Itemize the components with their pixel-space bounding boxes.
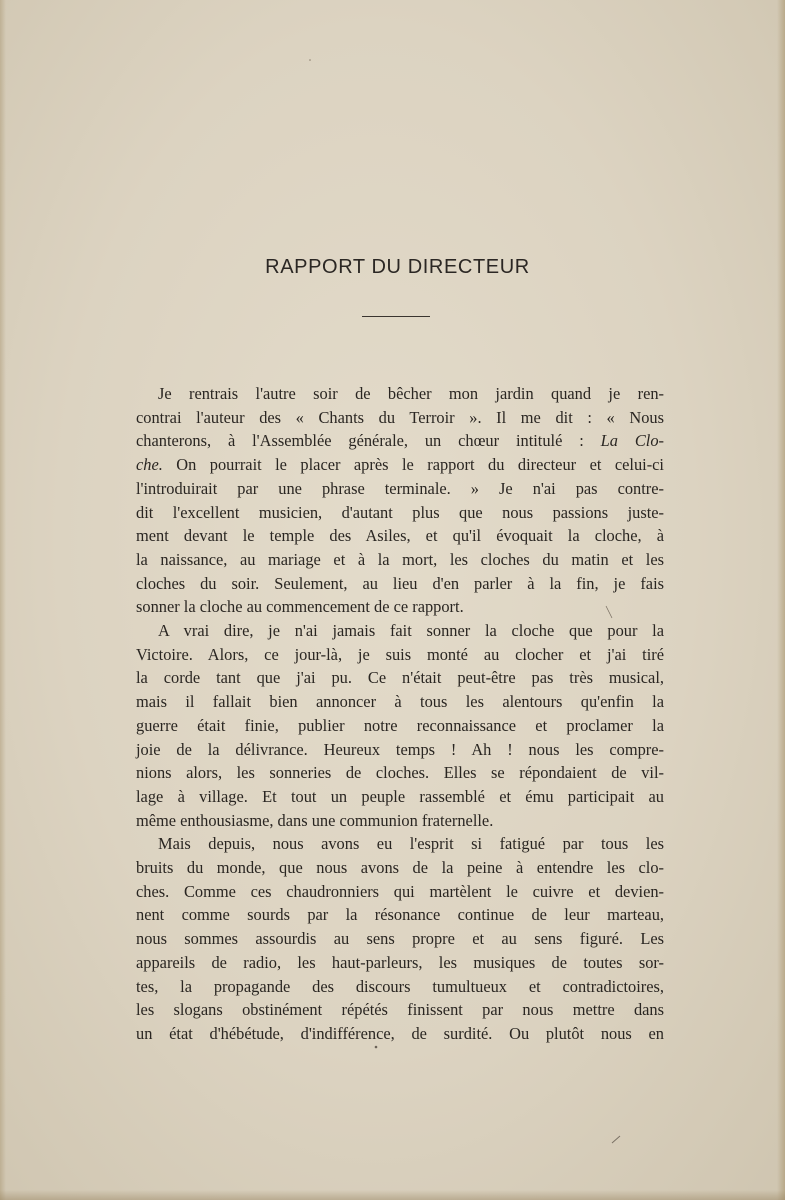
text-line: chanterons, à l'Assemblée générale, un chœur intitulé : La Clo- xyxy=(136,431,664,451)
text-line: dit l'excellent musicien, d'autant plus que nous passions juste- xyxy=(136,502,664,522)
chorus-title: che. xyxy=(136,455,163,475)
text-line: bruits du monde, que nous avons de la peine à entendre les clo- xyxy=(136,858,664,878)
text-line: appareils de radio, les haut-parleurs, les musiques de toutes sor- xyxy=(136,952,664,972)
paragraph-2 xyxy=(136,619,664,832)
page-edge-right xyxy=(777,0,785,1200)
text-line: la corde tant que j'ai pu. Ce n'était peut-être pas très musical, xyxy=(136,668,664,688)
text-line: même enthousiasme, dans une communion fraternelle. xyxy=(136,810,494,830)
text-line: ment devant le temple des Asiles, et qu'il évoquait la cloche, à xyxy=(136,526,664,546)
text-line: sonner la cloche au commencement de ce rapport. xyxy=(136,597,464,617)
text-line: l'introduirait par une phrase terminale. » Je n'ai pas contre- xyxy=(136,478,664,498)
page-edge-left xyxy=(0,0,6,1200)
page-title: RAPPORT DU DIRECTEUR xyxy=(265,256,530,278)
text-line: les slogans obstinément répétés finissent par nous mettre dans xyxy=(136,1000,664,1020)
text-line: nions alors, les sonneries de cloches. Elles se répondaient de vil- xyxy=(136,763,664,783)
text-line: tes, la propagande des discours tumultueux et contradictoires, xyxy=(136,976,664,996)
text-line: cloches du soir. Seulement, au lieu d'en parler à la fin, je fais xyxy=(136,573,664,593)
text-line: mais il fallait bien annoncer à tous les alentours qu'enfin la xyxy=(136,692,664,712)
text-line: che. On pourrait le placer après le rapport du directeur et celui-ci xyxy=(136,455,664,475)
title-divider xyxy=(362,316,430,317)
paragraph-3 xyxy=(136,832,664,1045)
text-line: A vrai dire, je n'ai jamais fait sonner la cloche que pour la xyxy=(158,621,664,641)
text-line: un état d'hébétude, d'indifférence, de surdité. Ou plutôt nous en xyxy=(136,1023,664,1043)
text-line: nous sommes assourdis au sens propre et au sens figuré. Les xyxy=(136,929,664,949)
text-line: guerre était finie, publier notre reconnaissance et proclamer la xyxy=(136,715,664,735)
body-text xyxy=(136,382,664,1046)
text-line: la naissance, au mariage et à la mort, les cloches du matin et les xyxy=(136,549,664,569)
text-line: Mais depuis, nous avons eu l'esprit si fatigué par tous les xyxy=(158,834,664,854)
chorus-title: La Clo- xyxy=(600,431,664,451)
text-line: ches. Comme ces chaudronniers qui martèlent le cuivre et devien- xyxy=(136,881,664,901)
text-line: Victoire. Alors, ce jour-là, je suis monté au clocher et j'ai tiré xyxy=(136,644,664,664)
text-line: nent comme sourds par la résonance continue de leur marteau, xyxy=(136,905,664,925)
text-line: lage à village. Et tout un peuple rassemblé et ému participait au xyxy=(136,786,664,806)
text-line: joie de la délivrance. Heureux temps ! Ah ! nous les compre- xyxy=(136,739,664,759)
text-line: contrai l'auteur des « Chants du Terroir ». Il me dit : « Nous xyxy=(136,407,664,427)
page-edge-bottom xyxy=(0,1190,785,1200)
text-line: Je rentrais l'autre soir de bêcher mon jardin quand je ren- xyxy=(158,384,664,403)
paragraph-1 xyxy=(136,382,664,619)
